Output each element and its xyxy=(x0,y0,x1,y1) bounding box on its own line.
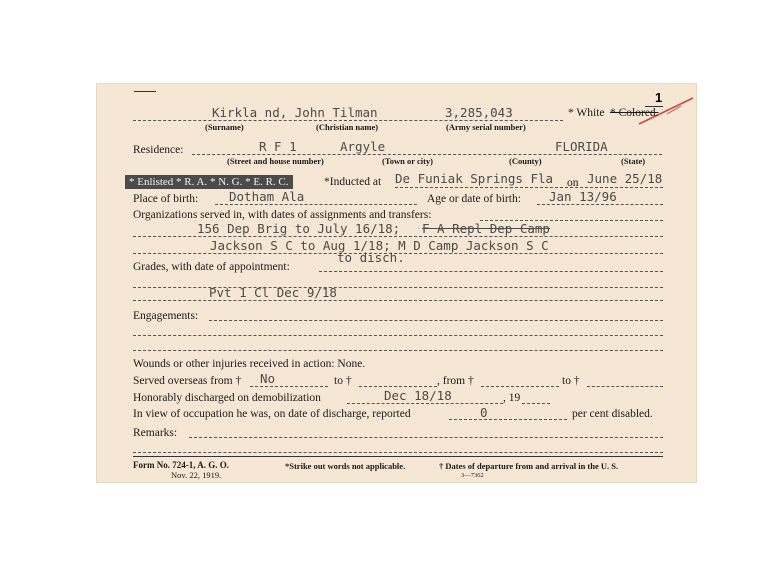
white-label: * White xyxy=(568,107,605,119)
on-label: on xyxy=(567,177,579,189)
card-number: 1 xyxy=(655,90,663,105)
inducted-line xyxy=(395,187,663,188)
street-value: R F 1 xyxy=(259,139,297,154)
organizations-line-1-struck: F A Repl Dep Camp xyxy=(422,221,550,236)
state-label: (State) xyxy=(621,156,646,166)
overseas-from-line xyxy=(250,386,328,387)
disability-label: In view of occupation he was, on date of discharge, reported xyxy=(133,408,411,420)
grades-value: Pvt 1 Cl Dec 9/18 xyxy=(209,285,337,300)
remarks-line-0 xyxy=(189,437,663,438)
dagger-note: † Dates of departure from and arrival in the U. S. xyxy=(439,461,619,471)
overseas-to-label: to † xyxy=(334,375,352,387)
discharge-label: Honorably discharged on demobilization xyxy=(133,392,321,404)
inducted-place-value: De Funiak Springs Fla xyxy=(395,171,554,186)
form-code: 3—7362 xyxy=(461,472,484,479)
place-of-birth-value: Dotham Ala xyxy=(229,189,305,204)
organizations-label: Organizations served in, with dates of assignments and transfers: xyxy=(133,209,432,221)
strike-note: *Strike out words not applicable. xyxy=(285,461,406,471)
engagements-line-2 xyxy=(133,350,663,351)
engagements-line-0 xyxy=(209,320,663,321)
organizations-line-3: to disch. xyxy=(337,250,405,265)
disability-line xyxy=(449,419,567,420)
top-rule xyxy=(134,91,156,92)
town-value: Argyle xyxy=(340,139,386,154)
name-value: Kirkla nd, John Tilman xyxy=(212,105,378,120)
overseas-to2-line xyxy=(587,386,663,387)
engagements-label: Engagements: xyxy=(133,310,199,322)
overseas-from2-label: , from † xyxy=(437,375,474,387)
organizations-line-2: Jackson S C to Aug 1/18; M D Camp Jackson S C xyxy=(210,238,549,253)
serial-number-label: (Army serial number) xyxy=(446,122,526,132)
residence-line xyxy=(192,154,662,155)
service-record-card xyxy=(97,84,696,482)
christian-name-label: (Christian name) xyxy=(316,122,379,132)
remarks-label: Remarks: xyxy=(133,427,178,439)
footer-rule xyxy=(133,456,663,457)
overseas-to-line xyxy=(359,386,437,387)
county-label: (County) xyxy=(509,156,542,166)
grades-line-2 xyxy=(133,300,663,301)
discharge-line xyxy=(347,403,503,404)
organizations-line-1-rule xyxy=(133,236,663,237)
inducted-date-value: June 25/18 xyxy=(587,171,663,186)
remarks-line-1 xyxy=(133,452,663,453)
street-label: (Street and house number) xyxy=(227,156,324,166)
form-date: Nov. 22, 1919. xyxy=(171,470,222,480)
organizations-line-1: 156 Dep Brig to July 16/18; xyxy=(197,221,401,236)
overseas-label: Served overseas from † xyxy=(133,375,242,387)
residence-label: Residence: xyxy=(133,144,184,156)
place-of-birth-line xyxy=(215,204,417,205)
age-line xyxy=(537,204,663,205)
disability-value: 0 xyxy=(480,405,488,420)
age-value: Jan 13/96 xyxy=(549,189,617,204)
grades-line-0 xyxy=(319,271,663,272)
discharge-year-line xyxy=(522,403,550,404)
inducted-label: *Inducted at xyxy=(324,176,382,188)
overseas-from-value: No xyxy=(260,371,276,386)
surname-label: (Surname) xyxy=(205,122,244,132)
overseas-from2-line xyxy=(481,386,559,387)
colored-label: * Colored. xyxy=(610,107,659,119)
discharge-value: Dec 18/18 xyxy=(384,388,452,403)
overseas-to2-label: to † xyxy=(562,375,580,387)
place-of-birth-label: Place of birth: xyxy=(133,193,199,205)
grades-label: Grades, with date of appointment: xyxy=(133,261,290,273)
age-label: Age or date of birth: xyxy=(427,193,521,205)
serial-value: 3,285,043 xyxy=(445,105,513,120)
form-number: Form No. 724-1, A. G. O. xyxy=(133,460,229,470)
wounds-text: Wounds or other injuries received in action: None. xyxy=(133,358,366,370)
name-line xyxy=(133,120,563,121)
town-label: (Town or city) xyxy=(382,156,433,166)
state-value: FLORIDA xyxy=(555,139,608,154)
enlisted-stamp: * Enlisted * R. A. * N. G. * E. R. C. xyxy=(125,175,293,189)
discharge-year-suffix: , 19 xyxy=(503,392,521,404)
engagements-line-1 xyxy=(133,335,663,336)
disability-suffix: per cent disabled. xyxy=(572,408,653,420)
